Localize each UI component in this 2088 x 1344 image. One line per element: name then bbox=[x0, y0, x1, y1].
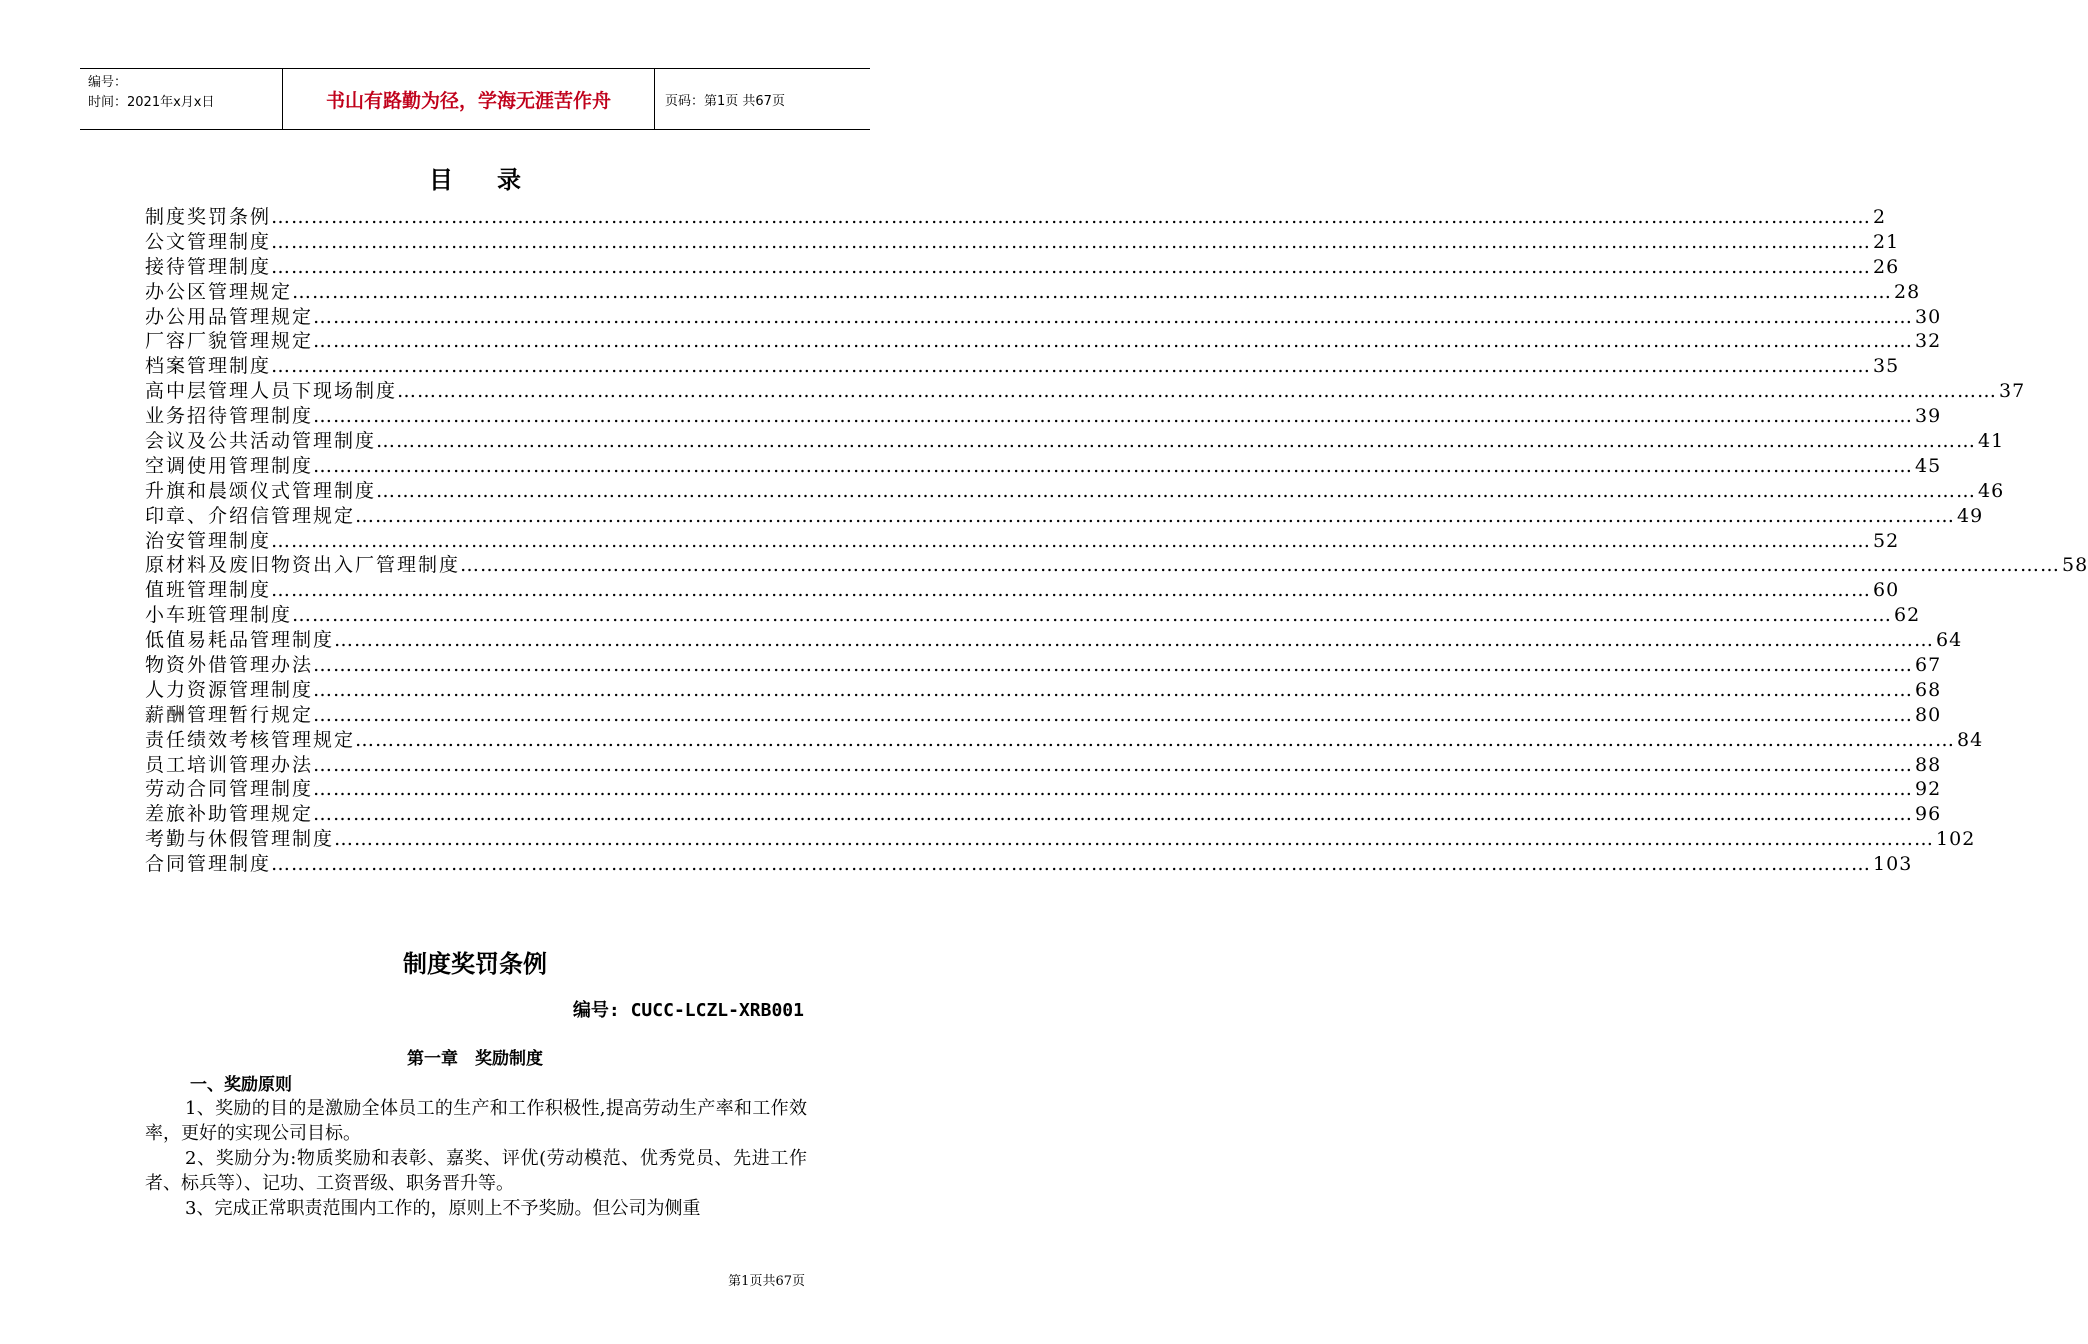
toc-entry-page: 39 bbox=[1915, 405, 1942, 428]
toc-entry-page: 103 bbox=[1873, 853, 1913, 876]
toc-entry[interactable] bbox=[145, 255, 1900, 280]
toc-entry-label: 合同管理制度 bbox=[145, 853, 272, 876]
toc-entry[interactable] bbox=[145, 827, 1976, 852]
toc-leader-dots: …………………………………………………………………………………………………………………………………………………………………………………………………………………… bbox=[292, 280, 1893, 303]
toc-entry-page: 80 bbox=[1915, 703, 1942, 726]
header-motto: 书山有路勤为径，学海无涯苦作舟 bbox=[282, 69, 655, 129]
toc-entry[interactable] bbox=[145, 305, 1942, 330]
document-code: 编号: CUCC-LCZL-XRB001 bbox=[572, 1000, 804, 1021]
toc-entry[interactable] bbox=[145, 504, 1984, 529]
toc-leader-dots: …………………………………………………………………………………………………………………………………………………………………………………………………………………… bbox=[271, 230, 1872, 253]
toc-entry[interactable] bbox=[145, 529, 1900, 554]
toc-entry-page: 26 bbox=[1873, 255, 1900, 278]
toc-entry-label: 档案管理制度 bbox=[145, 355, 272, 378]
paragraph: 1、奖励的目的是激励全体员工的生产和工作积极性,提高劳动生产率和工作效率，更好的实现公司目标。 bbox=[145, 1098, 807, 1144]
toc-leader-dots: …………………………………………………………………………………………………………………………………………………………………………………………………………………… bbox=[271, 355, 1872, 378]
toc-entry-page: 46 bbox=[1978, 479, 2005, 502]
page-footer: 第1页共67页 bbox=[728, 1274, 805, 1289]
toc-entry[interactable] bbox=[145, 753, 1942, 778]
toc-entry-page: 67 bbox=[1915, 654, 1942, 677]
toc-entry-page: 60 bbox=[1873, 579, 1900, 602]
toc-entry[interactable] bbox=[145, 628, 1963, 653]
toc-entry-label: 办公区管理规定 bbox=[145, 280, 293, 303]
toc-entry[interactable] bbox=[145, 454, 1942, 479]
toc-entry-page: 37 bbox=[1999, 380, 2026, 403]
toc-entry-label: 责任绩效考核管理规定 bbox=[145, 728, 356, 751]
toc-entry-page: 88 bbox=[1915, 753, 1942, 776]
paragraph: 3、完成正常职责范围内工作的，原则上不予奖励。但公司为侧重 bbox=[185, 1198, 701, 1219]
toc-leader-dots: …………………………………………………………………………………………………………………………………………………………………………………………………………………… bbox=[313, 703, 1914, 726]
toc-entry-label: 公文管理制度 bbox=[145, 230, 272, 253]
toc-entry-page: 21 bbox=[1873, 230, 1900, 253]
toc-leader-dots: …………………………………………………………………………………………………………………………………………………………………………………………………………………… bbox=[271, 206, 1872, 228]
toc-entry[interactable] bbox=[145, 553, 2088, 578]
toc-leader-dots: …………………………………………………………………………………………………………………………………………………………………………………………………………………… bbox=[376, 479, 1977, 502]
toc-entry-label: 人力资源管理制度 bbox=[145, 678, 314, 701]
toc-entry[interactable] bbox=[145, 777, 1942, 802]
header-meta bbox=[80, 69, 282, 129]
toc-entry-label: 低值易耗品管理制度 bbox=[145, 629, 335, 652]
toc-entry[interactable] bbox=[145, 230, 1900, 255]
toc-leader-dots: …………………………………………………………………………………………………………………………………………………………………………………………………………………… bbox=[313, 330, 1914, 353]
chapter-heading: 第一章 奖励制度 bbox=[407, 1049, 543, 1069]
toc-entry[interactable] bbox=[145, 479, 2005, 504]
toc-leader-dots: …………………………………………………………………………………………………………………………………………………………………………………………………………………… bbox=[271, 255, 1872, 278]
toc-leader-dots: …………………………………………………………………………………………………………………………………………………………………………………………………………………… bbox=[313, 654, 1914, 677]
toc-leader-dots: …………………………………………………………………………………………………………………………………………………………………………………………………………………… bbox=[313, 405, 1914, 428]
toc-entry[interactable] bbox=[145, 852, 1913, 877]
toc-entry[interactable] bbox=[145, 429, 2005, 454]
toc-entry-page: 64 bbox=[1936, 629, 1963, 652]
toc-entry-label: 制度奖罚条例 bbox=[145, 206, 272, 228]
toc-entry-label: 差旅补助管理规定 bbox=[145, 803, 314, 826]
toc-title: 目录 bbox=[429, 166, 565, 194]
toc-entry-page: 45 bbox=[1915, 454, 1942, 477]
toc-entry-page: 62 bbox=[1894, 604, 1921, 627]
page-header bbox=[80, 68, 870, 130]
toc-list bbox=[145, 205, 2088, 877]
toc-entry-page: 49 bbox=[1957, 504, 1984, 527]
toc-entry-page: 41 bbox=[1978, 430, 2005, 453]
toc-entry-page: 96 bbox=[1915, 803, 1942, 826]
toc-entry[interactable] bbox=[145, 653, 1942, 678]
toc-entry-label: 接待管理制度 bbox=[145, 255, 272, 278]
toc-leader-dots: …………………………………………………………………………………………………………………………………………………………………………………………………………………… bbox=[397, 380, 1998, 403]
toc-entry-page: 28 bbox=[1894, 280, 1921, 303]
toc-entry-label: 值班管理制度 bbox=[145, 579, 272, 602]
toc-entry-page: 92 bbox=[1915, 778, 1942, 801]
toc-leader-dots: …………………………………………………………………………………………………………………………………………………………………………………………………………………… bbox=[313, 305, 1914, 328]
toc-entry-page: 35 bbox=[1873, 355, 1900, 378]
toc-entry-label: 空调使用管理制度 bbox=[145, 454, 314, 477]
toc-entry[interactable] bbox=[145, 578, 1900, 603]
toc-leader-dots: …………………………………………………………………………………………………………………………………………………………………………………………………………………… bbox=[313, 454, 1914, 477]
toc-leader-dots: …………………………………………………………………………………………………………………………………………………………………………………………………………………… bbox=[334, 828, 1935, 851]
header-number-label: 编号： bbox=[88, 75, 128, 90]
toc-entry-label: 业务招待管理制度 bbox=[145, 405, 314, 428]
toc-entry-label: 劳动合同管理制度 bbox=[145, 778, 314, 801]
toc-entry[interactable] bbox=[145, 379, 2026, 404]
toc-leader-dots: …………………………………………………………………………………………………………………………………………………………………………………………………………………… bbox=[271, 579, 1872, 602]
toc-entry-label: 升旗和晨颂仪式管理制度 bbox=[145, 479, 377, 502]
toc-entry-page: 32 bbox=[1915, 330, 1942, 353]
toc-entry[interactable] bbox=[145, 404, 1942, 429]
toc-entry-label: 治安管理制度 bbox=[145, 529, 272, 552]
toc-entry-page: 102 bbox=[1936, 828, 1976, 851]
toc-entry[interactable] bbox=[145, 603, 1921, 628]
toc-entry[interactable] bbox=[145, 678, 1942, 703]
toc-leader-dots: …………………………………………………………………………………………………………………………………………………………………………………………………………………… bbox=[313, 803, 1914, 826]
toc-entry-page: 30 bbox=[1915, 305, 1942, 328]
toc-leader-dots: …………………………………………………………………………………………………………………………………………………………………………………………………………………… bbox=[271, 529, 1872, 552]
toc-entry-page: 84 bbox=[1957, 728, 1984, 751]
toc-leader-dots: …………………………………………………………………………………………………………………………………………………………………………………………………………………… bbox=[313, 678, 1914, 701]
toc-leader-dots: …………………………………………………………………………………………………………………………………………………………………………………………………………………… bbox=[460, 554, 2061, 577]
toc-leader-dots: …………………………………………………………………………………………………………………………………………………………………………………………………………………… bbox=[355, 504, 1956, 527]
toc-entry[interactable] bbox=[145, 205, 1887, 230]
toc-entry-page: 52 bbox=[1873, 529, 1900, 552]
toc-entry[interactable] bbox=[145, 703, 1942, 728]
header-page-info: 页码：第1页 共67页 bbox=[665, 93, 785, 109]
toc-entry-page: 2 bbox=[1873, 206, 1887, 228]
toc-leader-dots: …………………………………………………………………………………………………………………………………………………………………………………………………………………… bbox=[376, 430, 1977, 453]
toc-entry-label: 考勤与休假管理制度 bbox=[145, 828, 335, 851]
section-heading: 一、奖励原则 bbox=[190, 1075, 292, 1095]
body-text bbox=[145, 1096, 807, 1221]
toc-entry-label: 小车班管理制度 bbox=[145, 604, 293, 627]
toc-leader-dots: …………………………………………………………………………………………………………………………………………………………………………………………………………………… bbox=[313, 778, 1914, 801]
toc-entry-label: 薪酬管理暂行规定 bbox=[145, 703, 314, 726]
toc-entry-label: 员工培训管理办法 bbox=[145, 753, 314, 776]
toc-entry[interactable] bbox=[145, 280, 1921, 305]
toc-entry-label: 印章、介绍信管理规定 bbox=[145, 504, 356, 527]
document-title: 制度奖罚条例 bbox=[403, 950, 547, 978]
toc-entry-label: 厂容厂貌管理规定 bbox=[145, 330, 314, 353]
toc-entry-label: 原材料及废旧物资出入厂管理制度 bbox=[145, 554, 461, 577]
toc-entry-label: 办公用品管理规定 bbox=[145, 305, 314, 328]
toc-entry-page: 58 bbox=[2062, 554, 2088, 577]
toc-leader-dots: …………………………………………………………………………………………………………………………………………………………………………………………………………………… bbox=[271, 853, 1872, 876]
toc-entry-page: 68 bbox=[1915, 678, 1942, 701]
toc-entry-label: 物资外借管理办法 bbox=[145, 654, 314, 677]
toc-entry-label: 高中层管理人员下现场制度 bbox=[145, 380, 398, 403]
paragraph: 2、奖励分为:物质奖励和表彰、嘉奖、评优(劳动模范、优秀党员、先进工作者、标兵等）、记功、工资晋级、职务晋升等。 bbox=[145, 1148, 807, 1194]
header-time-label: 时间：2021年x月x日 bbox=[88, 95, 215, 110]
toc-entry[interactable] bbox=[145, 354, 1900, 379]
toc-entry[interactable] bbox=[145, 802, 1942, 827]
toc-leader-dots: …………………………………………………………………………………………………………………………………………………………………………………………………………………… bbox=[355, 728, 1956, 751]
toc-leader-dots: …………………………………………………………………………………………………………………………………………………………………………………………………………………… bbox=[334, 629, 1935, 652]
toc-entry-label: 会议及公共活动管理制度 bbox=[145, 430, 377, 453]
toc-leader-dots: …………………………………………………………………………………………………………………………………………………………………………………………………………………… bbox=[292, 604, 1893, 627]
toc-entry[interactable] bbox=[145, 329, 1942, 354]
toc-leader-dots: …………………………………………………………………………………………………………………………………………………………………………………………………………………… bbox=[313, 753, 1914, 776]
toc-entry[interactable] bbox=[145, 728, 1984, 753]
